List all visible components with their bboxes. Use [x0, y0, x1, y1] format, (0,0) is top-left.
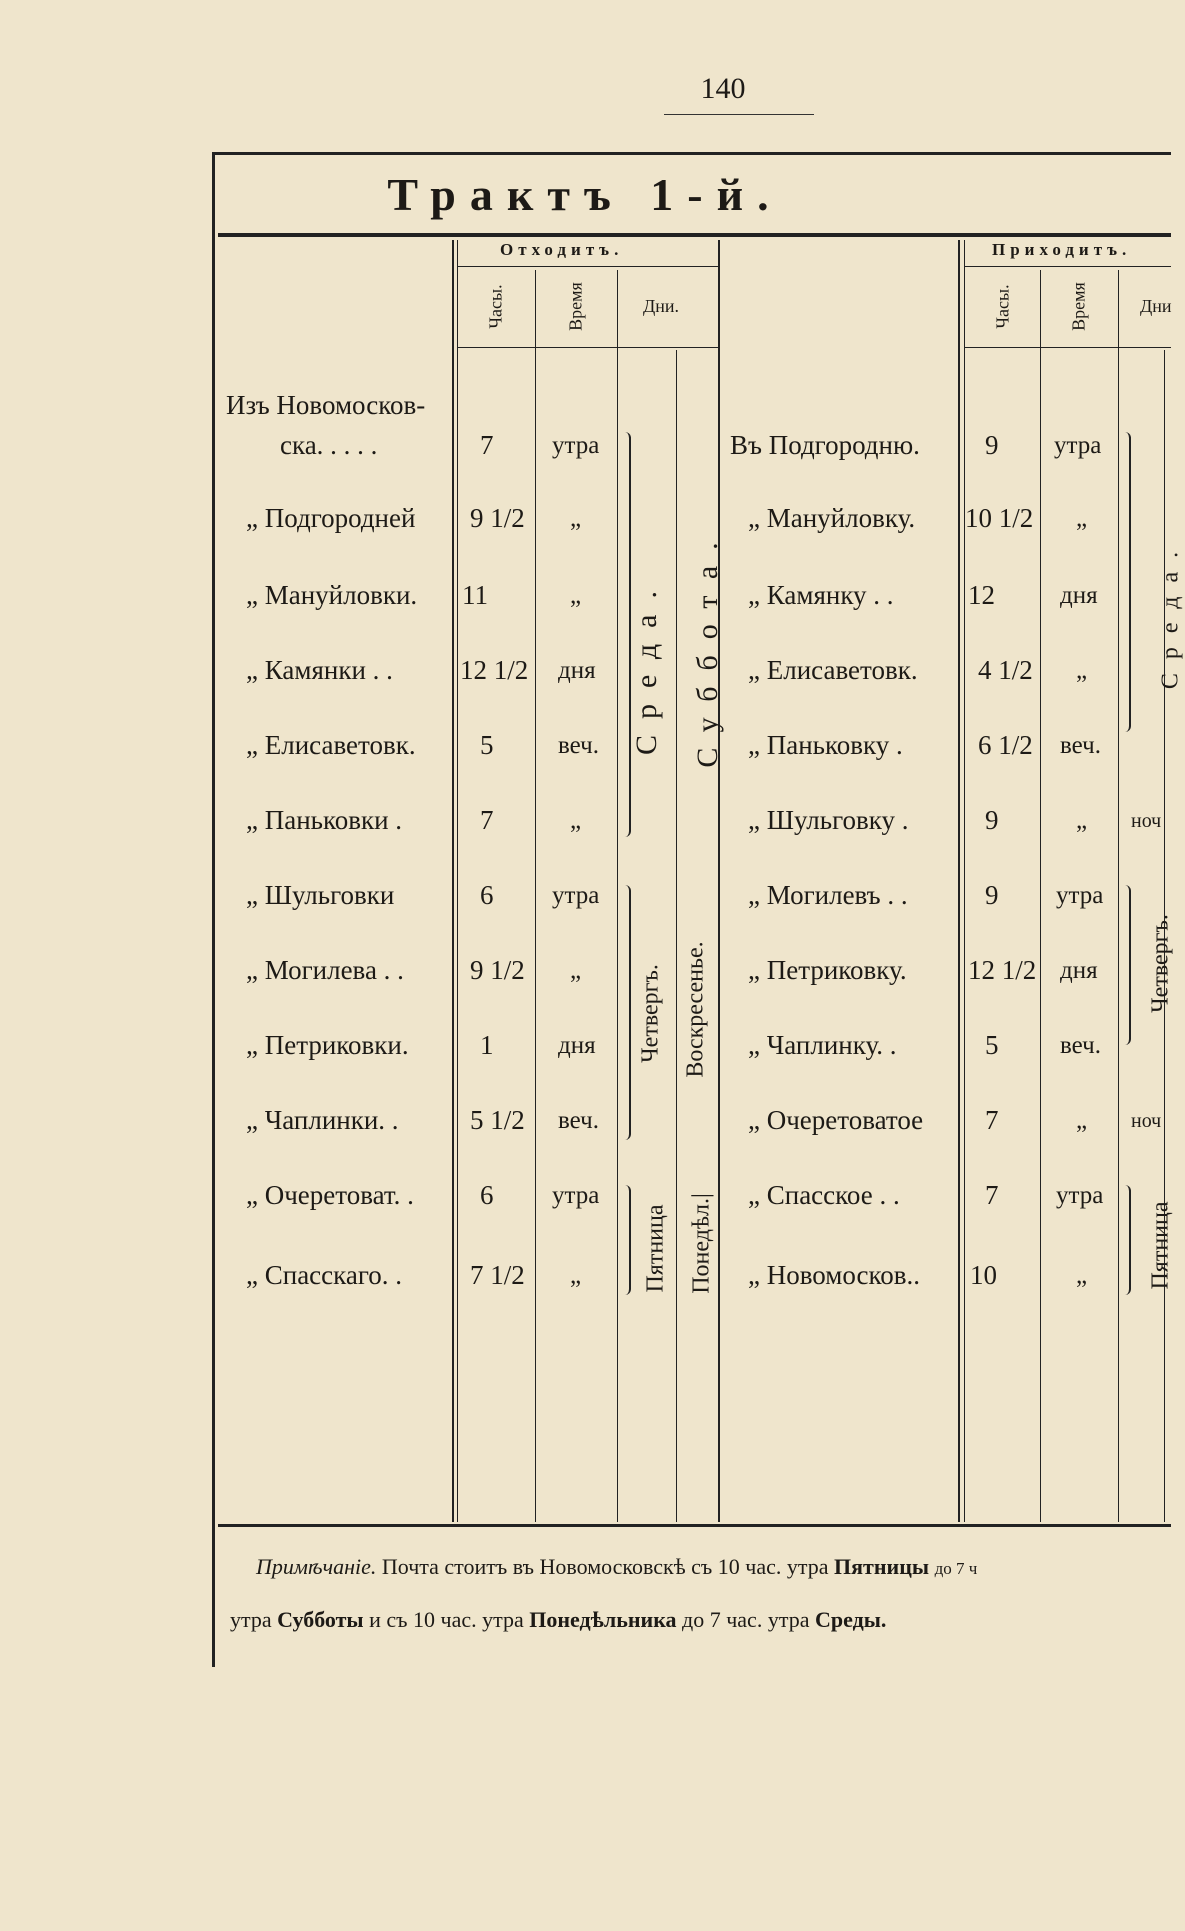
- arrives-group-title: Приходитъ.: [992, 240, 1132, 259]
- footnote-text: до 7 ч: [934, 1559, 978, 1578]
- arrives-day-c: Пятница: [1147, 1201, 1174, 1290]
- arrives-time: дня: [1060, 957, 1098, 984]
- departs-hours: 7: [480, 805, 494, 835]
- departs-station: Изъ Новомосков-: [226, 390, 426, 420]
- departs-day-a1: Среда.: [630, 575, 663, 756]
- arrives-time: дня: [1060, 582, 1098, 609]
- title-rule: [218, 233, 1171, 237]
- arrives-station: „ Могилевъ . .: [748, 880, 908, 910]
- departs-time: „: [570, 957, 582, 984]
- departs-station: „ Спасскаго. .: [246, 1260, 402, 1290]
- departs-col-days: Дни.: [643, 296, 680, 316]
- divider-arrives-hours: [1040, 270, 1041, 1522]
- departs-hours: 9 1/2: [470, 503, 525, 533]
- departs-station: „ Чаплинки. .: [246, 1105, 399, 1135]
- arrives-hours: 6 1/2: [978, 730, 1033, 760]
- arrives-station: „ Очеретоватое: [748, 1105, 924, 1135]
- departs-day-c2: Понедѣл.|: [688, 1193, 715, 1294]
- departs-day-b2: Воскресенье.: [682, 941, 709, 1078]
- days-brace: [623, 885, 631, 1140]
- divider-departs-time: [617, 270, 618, 1522]
- arrives-time: утра: [1056, 1182, 1104, 1209]
- departs-col-hours: Часы.: [485, 284, 506, 329]
- departs-hours: 12 1/2: [460, 655, 529, 685]
- footnote-day: Субботы: [277, 1607, 364, 1632]
- arrives-time: „: [1076, 1107, 1088, 1134]
- arrives-col-days: Дни: [1140, 296, 1172, 316]
- divider-departs-left-2: [457, 240, 458, 1522]
- departs-time: „: [570, 1262, 582, 1289]
- departs-station: „ Шульговки: [246, 880, 395, 910]
- departs-hours: 7: [480, 430, 494, 460]
- arrives-hours: 7: [985, 1105, 999, 1135]
- arrives-station: „ Петриковку.: [748, 955, 907, 985]
- divider-arrives-time: [1118, 270, 1119, 1522]
- arrives-time: веч.: [1060, 732, 1101, 759]
- arrives-time: „: [1076, 807, 1088, 834]
- arrives-time: „: [1076, 657, 1088, 684]
- footnote-text: и съ 10 час. утра: [369, 1607, 524, 1632]
- footnote-label: Примѣчаніе.: [256, 1554, 377, 1579]
- footnote-day: Пятницы: [834, 1554, 930, 1579]
- arrives-time: веч.: [1060, 1032, 1101, 1059]
- divider-departs-left: [452, 240, 454, 1522]
- footnote-text: Почта стоитъ въ Новомосковскѣ съ 10 час. утра: [381, 1554, 829, 1579]
- departs-hours: 9 1/2: [470, 955, 525, 985]
- departs-time: утра: [552, 1182, 600, 1209]
- page-number: 140: [700, 72, 746, 105]
- divider-arrives-left: [958, 240, 960, 1522]
- arrives-hours: 12: [968, 580, 995, 610]
- departs-time: „: [570, 582, 582, 609]
- departs-time: „: [570, 807, 582, 834]
- arrives-day-a: Среда.: [1157, 537, 1184, 690]
- departs-day-c1: Пятница: [642, 1204, 669, 1293]
- departs-station: „ Могилева . .: [246, 955, 404, 985]
- arrives-hours: 10: [970, 1260, 997, 1290]
- arrives-time: утра: [1056, 882, 1104, 909]
- departs-station: „ Камянки . .: [246, 655, 393, 685]
- departs-station: „ Очеретоват. .: [246, 1180, 414, 1210]
- arrives-station: „ Камянку . .: [748, 580, 894, 610]
- arrives-station: „ Шульговку .: [748, 805, 909, 835]
- footnote-text: утра: [230, 1607, 272, 1632]
- arrives-hours: 12 1/2: [968, 955, 1037, 985]
- departs-hours: 1: [480, 1030, 494, 1060]
- divider-departs-right: [718, 240, 720, 1522]
- departs-hours: 6: [480, 1180, 494, 1210]
- departs-hours: 6: [480, 880, 494, 910]
- departs-time: утра: [552, 432, 600, 459]
- table-top-border: [212, 152, 1171, 155]
- departs-group-title: Отходитъ.: [500, 240, 624, 259]
- footnote-line-1: [256, 1554, 977, 1580]
- arrives-col-time: Время: [1068, 282, 1089, 331]
- departs-hours: 7 1/2: [470, 1260, 525, 1290]
- departs-hours: 5 1/2: [470, 1105, 525, 1135]
- footnote-day: Среды.: [814, 1607, 887, 1632]
- days-brace: [1123, 1185, 1131, 1295]
- arrives-station: „ Спасское . .: [748, 1180, 900, 1210]
- arrives-extra-night: ноч: [1131, 810, 1162, 832]
- departs-station: „ Паньковки .: [246, 805, 403, 835]
- arrives-station: „ Мануйловку.: [748, 503, 916, 533]
- departs-station: „ Подгородней: [246, 503, 416, 533]
- departs-station: „ Петриковки.: [246, 1030, 409, 1060]
- arrives-time: „: [1076, 505, 1088, 532]
- arrives-hours: 4 1/2: [978, 655, 1033, 685]
- table-bottom-rule: [218, 1524, 1171, 1527]
- arrives-station: „ Елисаветовк.: [748, 655, 918, 685]
- days-brace: [1123, 885, 1131, 1045]
- footnote-text: до 7 час. утра: [682, 1607, 810, 1632]
- footnote-line-2: [230, 1607, 886, 1633]
- departs-time: утра: [552, 882, 600, 909]
- arrives-hours: 7: [985, 1180, 999, 1210]
- divider-arrives-left-2: [964, 240, 965, 1522]
- departs-time: дня: [558, 657, 596, 684]
- arrives-hours: 10 1/2: [965, 503, 1034, 533]
- arrives-hours: 9: [985, 430, 999, 460]
- page-number-rule: [664, 114, 814, 115]
- arrives-station: „ Чаплинку. .: [748, 1030, 897, 1060]
- divider-departs-hours: [535, 270, 536, 1522]
- arrives-hours: 9: [985, 805, 999, 835]
- departs-station: ска. . . . .: [280, 430, 378, 460]
- arrives-col-hours: Часы.: [992, 284, 1013, 329]
- departs-hours: 5: [480, 730, 494, 760]
- departs-day-a2: Суббота.: [691, 526, 724, 768]
- table-left-border: [212, 152, 215, 1667]
- arrives-time: „: [1076, 1262, 1088, 1289]
- arrives-time: утра: [1054, 432, 1102, 459]
- departs-station: „ Елисаветовк.: [246, 730, 416, 760]
- divider-departs-days: [676, 350, 677, 1522]
- departs-station: „ Мануйловки.: [246, 580, 418, 610]
- departs-time: дня: [558, 1032, 596, 1059]
- departs-col-time: Время: [565, 282, 586, 331]
- arrives-day-b: Четвергъ.: [1147, 914, 1174, 1013]
- departs-day-b1: Четвергъ.: [637, 964, 664, 1063]
- departs-time: „: [570, 505, 582, 532]
- departs-time: веч.: [558, 732, 599, 759]
- days-brace: [1123, 432, 1131, 732]
- arrives-hours: 9: [985, 880, 999, 910]
- arrives-station: „ Паньковку .: [748, 730, 903, 760]
- footnote-day: Понедѣльника: [529, 1607, 677, 1632]
- arrives-station: „ Новомосков..: [748, 1260, 921, 1290]
- arrives-station: Въ Подгородню.: [730, 430, 920, 460]
- departs-time: веч.: [558, 1107, 599, 1134]
- days-brace: [623, 1185, 631, 1295]
- arrives-hours: 5: [985, 1030, 999, 1060]
- departs-hours: 11: [462, 580, 488, 610]
- arrives-extra-night: ноч: [1131, 1110, 1162, 1132]
- table-title: Трактъ 1-й.: [387, 169, 783, 220]
